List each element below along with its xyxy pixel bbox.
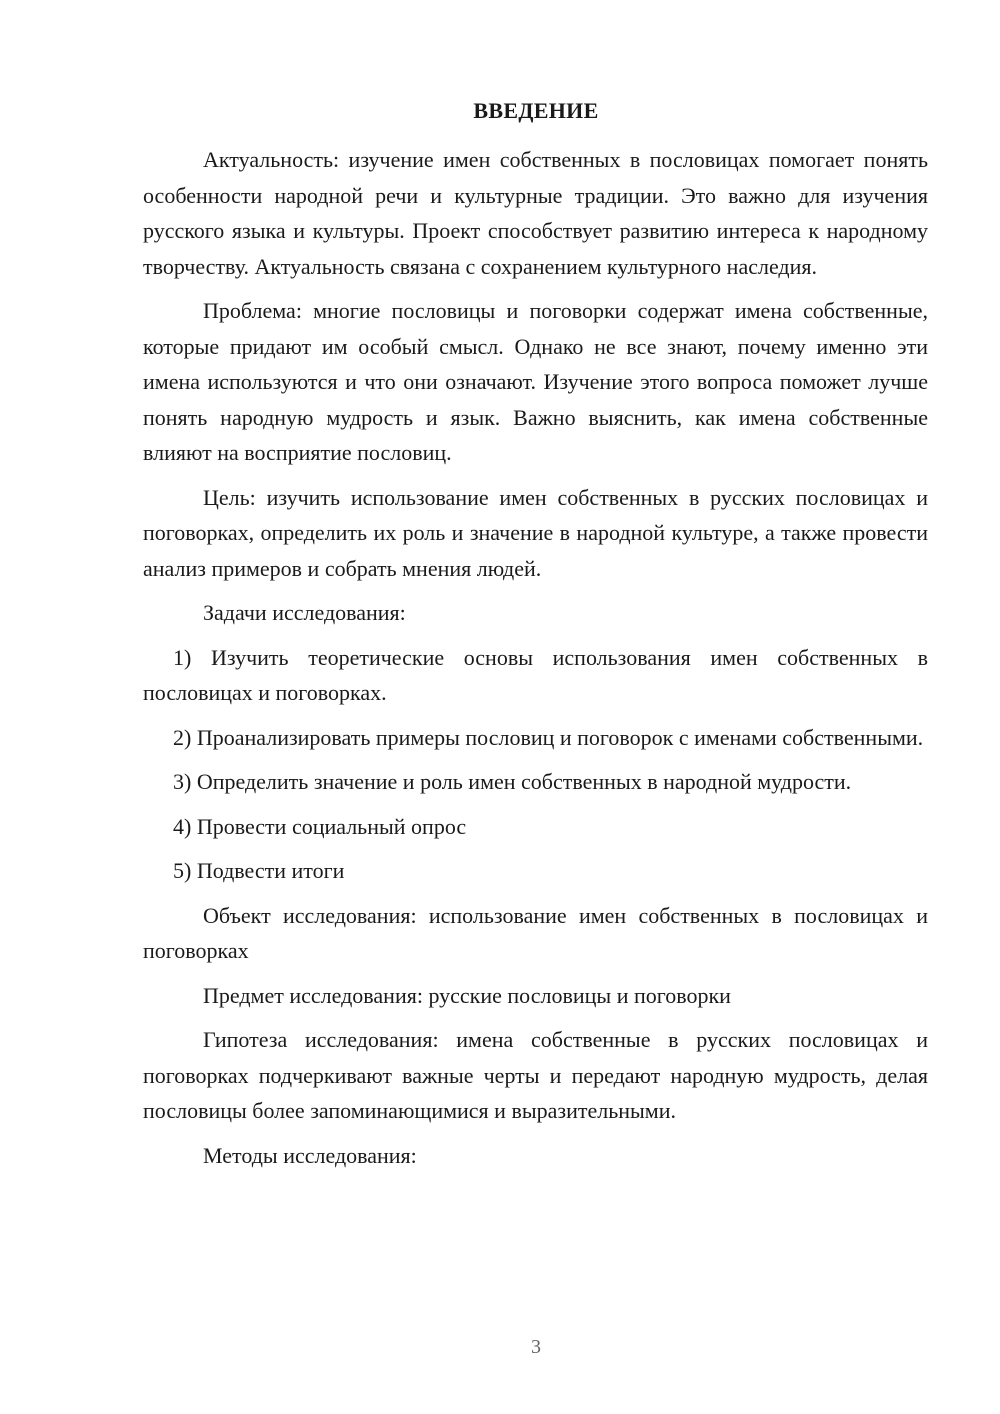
paragraph-goal: Цель: изучить использование имен собственных в русских пословицах и поговорках, определить их роль и значение в народной культуре, а также провести анализ примеров и собрать мнения людей.	[143, 484, 928, 581]
paragraph-relevance: Актуальность: изучение имен собственных в пословицах помогает понять особенности народной речи и культурные традиции. Это важно для изучения русского языка и культуры. Проект способствует развитию интереса к народному творчеству. Актуальность связана с сохранением культурного наследия.	[143, 147, 928, 279]
task-item-4: 4) Провести социальный опрос	[173, 813, 467, 839]
task-item-2: 2) Проанализировать примеры пословиц и поговорок с именами собственными.	[173, 724, 924, 750]
task-item-1: 1) Изучить теоретические основы использования имен собственных в пословицах и поговорках.	[143, 644, 928, 705]
paragraph-hypothesis: Гипотеза исследования: имена собственные в русских пословицах и поговорках подчеркивают важные черты и передают народную мудрость, делая пословицы более запоминающимися и выразительными.	[143, 1027, 928, 1123]
paragraph-problem: Проблема: многие пословицы и поговорки содержат имена собственные, которые придают им особый смысл. Однако не все знают, почему именно эти имена используются и что они означают. Изучение этого вопроса поможет лучше понять народную мудрость и язык. Важно выяснить, как имена собственные влияют на восприятие пословиц.	[143, 298, 928, 465]
section-title: ВВЕДЕНИЕ	[473, 98, 599, 123]
paragraph-subject: Предмет исследования: русские пословицы и поговорки	[203, 982, 731, 1008]
body-text	[143, 142, 928, 1182]
tasks-heading: Задачи исследования:	[203, 600, 406, 625]
task-item-5: 5) Подвести итоги	[173, 858, 345, 883]
task-item-3: 3) Определить значение и роль имен собственных в народной мудрости.	[173, 769, 852, 794]
paragraph-object: Объект исследования: использование имен собственных в пословицах и поговорках	[143, 902, 928, 963]
methods-heading: Методы исследования:	[203, 1142, 417, 1168]
page-number: 3	[531, 1336, 541, 1358]
